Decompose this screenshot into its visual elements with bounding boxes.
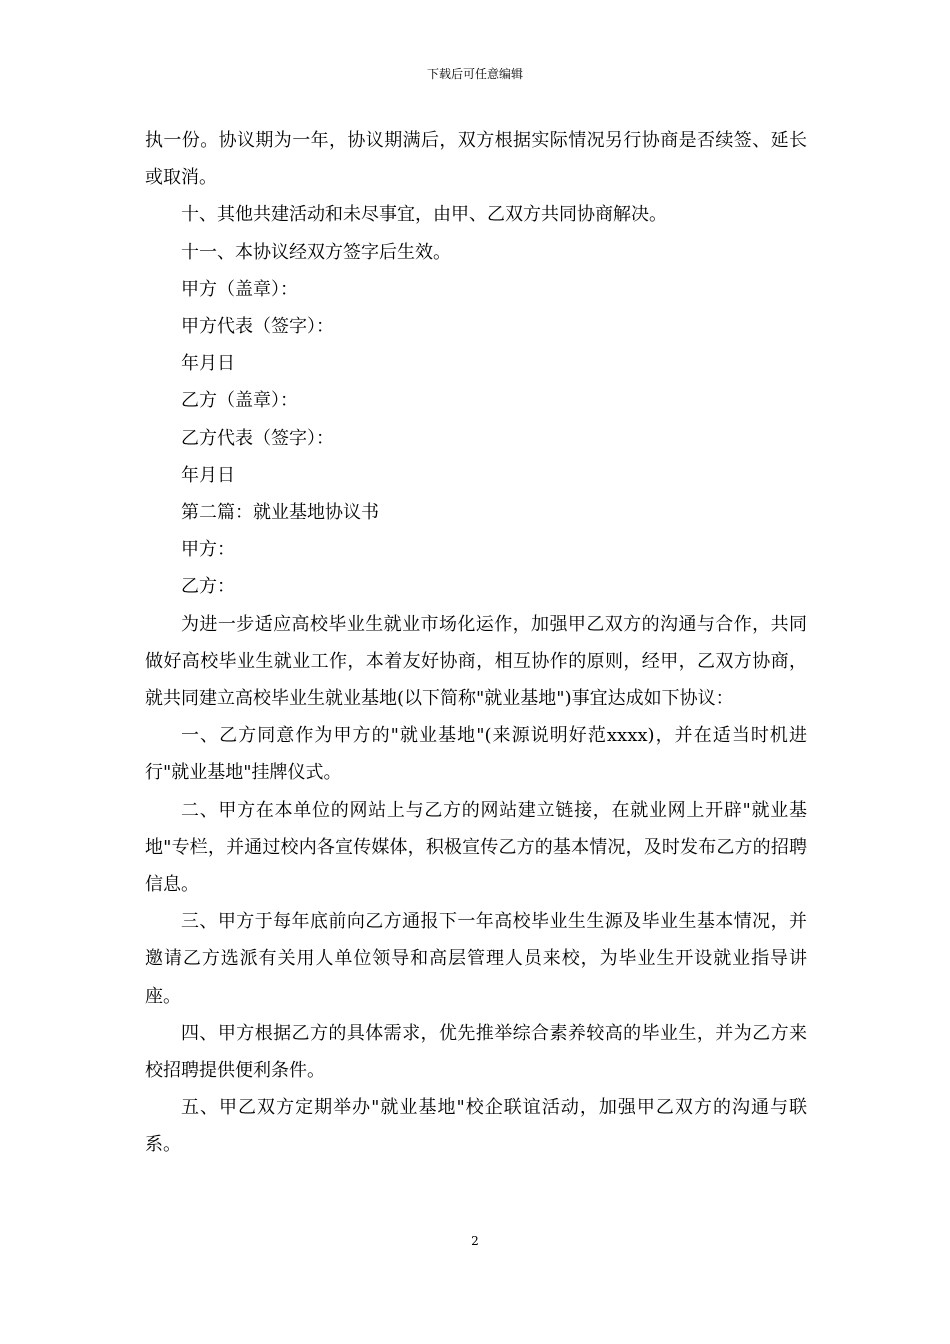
- paragraph-clause-2: 二、甲方在本单位的网站上与乙方的网站建立链接，在就业网上开辟"就业基地"专栏，并通过校内各宣传媒体，积极宣传乙方的基本情况，及时发布乙方的招聘信息。: [145, 799, 807, 896]
- party-a-label: 甲方：: [181, 539, 235, 561]
- page-number: 2: [471, 1234, 479, 1248]
- paragraph-clause-1: 一、乙方同意作为甲方的"就业基地"(来源说明好范xxxx)，并在适当时机进行"就业基地"挂牌仪式。: [145, 725, 807, 784]
- party-b-date-line: 年月日: [181, 464, 235, 486]
- party-a-representative-line: 甲方代表（签字）：: [181, 316, 334, 338]
- section-title: 第二篇：就业基地协议书: [181, 502, 379, 524]
- paragraph-clause-5: 五、甲乙双方定期举办"就业基地"校企联谊活动，加强甲乙双方的沟通与联系。: [145, 1097, 807, 1156]
- page-header: 下载后可任意编辑: [426, 67, 523, 81]
- paragraph-preamble: 为进一步适应高校毕业生就业市场化运作，加强甲乙双方的沟通与合作，共同做好高校毕业生就业工作，本着友好协商，相互协作的原则，经甲，乙双方协商，就共同建立高校毕业生就业基地(以下简称"就业基地")事宜达成如下协议：: [145, 613, 807, 710]
- party-b-label: 乙方：: [181, 576, 235, 598]
- party-b-representative-line: 乙方代表（签字）：: [181, 427, 334, 449]
- paragraph-continuation: 执一份。协议期为一年，协议期满后，双方根据实际情况另行协商是否续签、延长或取消。: [145, 130, 807, 189]
- party-b-seal-line: 乙方（盖章）：: [181, 390, 298, 412]
- paragraph-clause-11: 十一、本协议经双方签字后生效。: [181, 241, 451, 263]
- paragraph-clause-4: 四、甲方根据乙方的具体需求，优先推举综合素养较高的毕业生，并为乙方来校招聘提供便利条件。: [145, 1022, 807, 1082]
- party-a-seal-line: 甲方（盖章）：: [181, 278, 298, 300]
- document-body: [145, 122, 807, 1164]
- paragraph-clause-3: 三、甲方于每年底前向乙方通报下一年高校毕业生生源及毕业生基本情况，并邀请乙方选派有关用人单位领导和高层管理人员来校，为毕业生开设就业指导讲座。: [145, 911, 807, 1007]
- party-a-date-line: 年月日: [181, 353, 235, 375]
- paragraph-clause-10: 十、其他共建活动和未尽事宜，由甲、乙双方共同协商解决。: [181, 204, 667, 226]
